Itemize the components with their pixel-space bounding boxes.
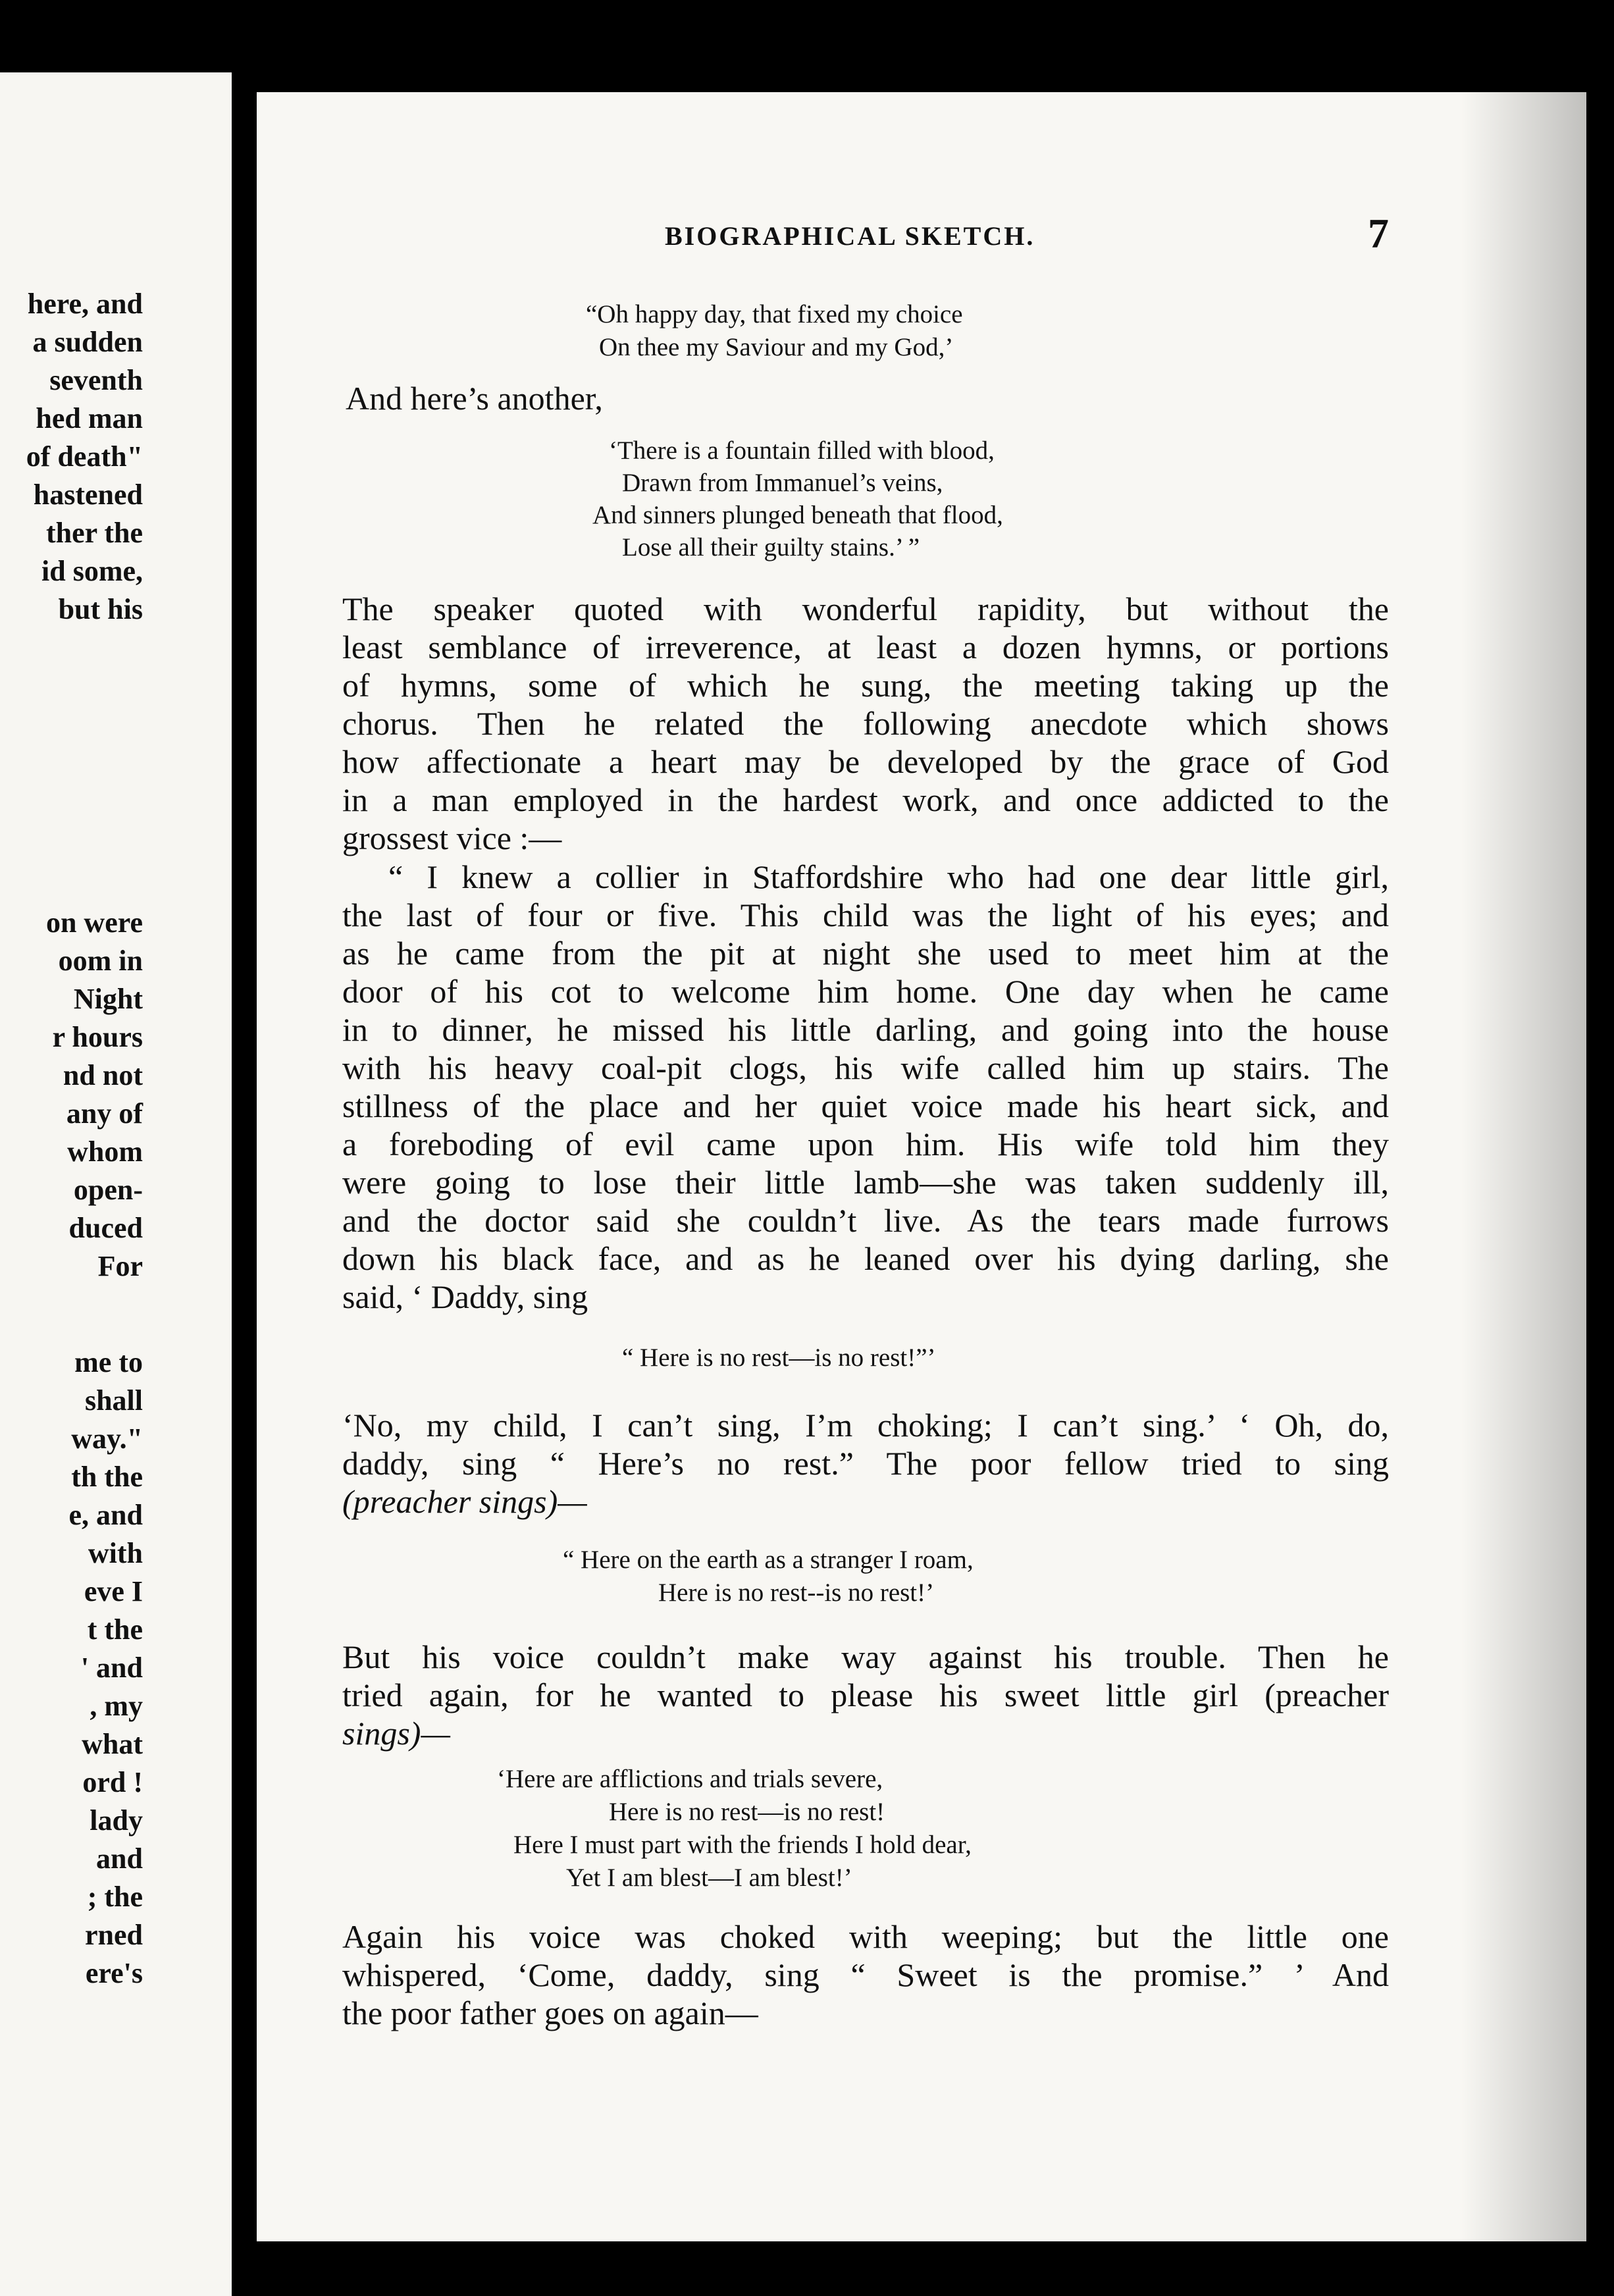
paragraph-line: in to dinner, he missed his little darling, and going into the house bbox=[342, 1011, 1389, 1048]
paragraph-line: with his heavy coal-pit clogs, his wife called him up stairs. The bbox=[342, 1049, 1389, 1086]
left-line: way." bbox=[71, 1422, 143, 1455]
left-line: on were bbox=[45, 906, 143, 939]
left-line: eve I bbox=[84, 1575, 143, 1607]
left-line: here, and bbox=[27, 288, 143, 320]
paragraph-line: said, ‘ Daddy, sing bbox=[342, 1278, 588, 1315]
paragraph-line: how affectionate a heart may be developed by the grace of God bbox=[342, 743, 1389, 780]
left-line: shall bbox=[84, 1384, 143, 1417]
paragraph-line: The speaker quoted with wonderful rapidity, but without the bbox=[342, 590, 1389, 627]
paragraph-line: (preacher sings)— bbox=[342, 1483, 587, 1520]
paragraph-line: But his voice couldn’t make way against his trouble. Then he bbox=[342, 1638, 1389, 1675]
paragraph-line: Again his voice was choked with weeping; but the little one bbox=[342, 1918, 1389, 1955]
paragraph-line: daddy, sing “ Here’s no rest.” The poor fellow tried to sing bbox=[342, 1445, 1389, 1482]
verse-line: Yet I am blest—I am blest!’ bbox=[566, 1864, 852, 1892]
paragraph-line: ‘No, my child, I can’t sing, I’m choking; I can’t sing.’ ‘ Oh, do, bbox=[342, 1407, 1389, 1444]
paragraph-line: chorus. Then he related the following anecdote which shows bbox=[342, 705, 1389, 742]
paragraph-line: grossest vice :— bbox=[342, 820, 562, 856]
verse-line: On thee my Saviour and my God,’ bbox=[599, 333, 954, 361]
paragraph-line: tried again, for he wanted to please his sweet little girl (preacher bbox=[342, 1677, 1389, 1713]
left-line: ; the bbox=[87, 1881, 143, 1913]
paragraph-line: stillness of the place and her quiet voice made his heart sick, and bbox=[342, 1087, 1389, 1124]
verse-line: Lose all their guilty stains.’ ” bbox=[622, 533, 920, 561]
left-line: oom in bbox=[58, 945, 143, 977]
left-line: t the bbox=[87, 1613, 143, 1646]
paragraph-line: of hymns, some of which he sung, the meeting taking up the bbox=[342, 667, 1389, 704]
left-line: r hours bbox=[52, 1021, 143, 1053]
left-line: e, and bbox=[68, 1499, 143, 1531]
left-line: duced bbox=[68, 1212, 143, 1244]
paragraph-line: in a man employed in the hardest work, and once addicted to the bbox=[342, 781, 1389, 818]
page-number: 7 bbox=[1368, 210, 1389, 257]
verse-line: “Oh happy day, that fixed my choice bbox=[586, 300, 963, 328]
left-line: , my bbox=[90, 1690, 143, 1722]
left-line: with bbox=[88, 1537, 143, 1569]
left-line: of death" bbox=[26, 440, 143, 473]
paragraph-line: the last of four or five. This child was the light of his eyes; and bbox=[342, 897, 1389, 933]
verse-line: “ Here is no rest—is no rest!”’ bbox=[622, 1344, 936, 1372]
verse-line: ‘There is a fountain filled with blood, bbox=[609, 436, 995, 465]
left-line: nd not bbox=[63, 1059, 143, 1091]
paragraph-line: And here’s another, bbox=[346, 380, 603, 417]
book-gutter bbox=[232, 0, 257, 2296]
verse-line: Here is no rest—is no rest! bbox=[609, 1798, 885, 1826]
left-line: what bbox=[82, 1728, 143, 1760]
left-line: lady bbox=[90, 1804, 143, 1837]
left-line: any of bbox=[66, 1097, 143, 1130]
left-line: hed man bbox=[36, 402, 143, 434]
paragraph-line: and the doctor said she couldn’t live. As the tears made furrows bbox=[342, 1202, 1389, 1239]
left-page-fragment bbox=[0, 72, 232, 2296]
left-line: open- bbox=[73, 1174, 143, 1206]
paragraph-line: sings)— bbox=[342, 1715, 450, 1752]
left-line: ere's bbox=[85, 1957, 143, 1989]
left-line: hastened bbox=[33, 479, 143, 511]
paragraph-line: down his black face, and as he leaned over his dying darling, she bbox=[342, 1240, 1389, 1277]
paragraph-line: were going to lose their little lamb—she was taken suddenly ill, bbox=[342, 1164, 1389, 1201]
paragraph-line: a foreboding of evil came upon him. His wife told him they bbox=[342, 1126, 1389, 1162]
paragraph-line: least semblance of irreverence, at least a dozen hymns, or portions bbox=[342, 629, 1389, 665]
paragraph-line: door of his cot to welcome him home. One day when he came bbox=[342, 973, 1389, 1010]
verse-line: And sinners plunged beneath that flood, bbox=[592, 501, 1003, 529]
page-edge-shadow bbox=[1461, 92, 1586, 2241]
verse-line: ‘Here are afflictions and trials severe, bbox=[497, 1765, 883, 1793]
left-line: ord ! bbox=[82, 1766, 143, 1798]
verse-line: Here is no rest--is no rest!’ bbox=[658, 1578, 935, 1607]
left-line: id some, bbox=[41, 555, 143, 587]
left-line: me to bbox=[74, 1346, 143, 1378]
left-line: ther the bbox=[45, 517, 143, 549]
paragraph-line: whispered, ‘Come, daddy, sing “ Sweet is the promise.” ’ And bbox=[342, 1956, 1389, 1993]
paragraph-line: the poor father goes on again— bbox=[342, 1995, 758, 2031]
left-line: For bbox=[97, 1250, 143, 1282]
verse-line: “ Here on the earth as a stranger I roam, bbox=[563, 1546, 974, 1574]
left-line: Night bbox=[73, 983, 143, 1015]
verse-line: Drawn from Immanuel’s veins, bbox=[622, 469, 943, 497]
verse-line: Here I must part with the friends I hold dear, bbox=[513, 1831, 972, 1859]
paragraph-line: as he came from the pit at night she used to meet him at the bbox=[342, 935, 1389, 972]
left-line: rned bbox=[85, 1919, 143, 1951]
left-line: ' and bbox=[80, 1652, 143, 1684]
left-line: but his bbox=[58, 593, 143, 625]
left-line: a sudden bbox=[32, 326, 143, 358]
running-header: BIOGRAPHICAL SKETCH. bbox=[665, 221, 1035, 251]
left-line: th the bbox=[71, 1461, 143, 1493]
left-line: and bbox=[96, 1842, 143, 1875]
left-line: whom bbox=[67, 1135, 143, 1168]
paragraph-line: “ I knew a collier in Staffordshire who had one dear little girl, bbox=[388, 858, 1389, 895]
left-line: seventh bbox=[49, 364, 143, 396]
